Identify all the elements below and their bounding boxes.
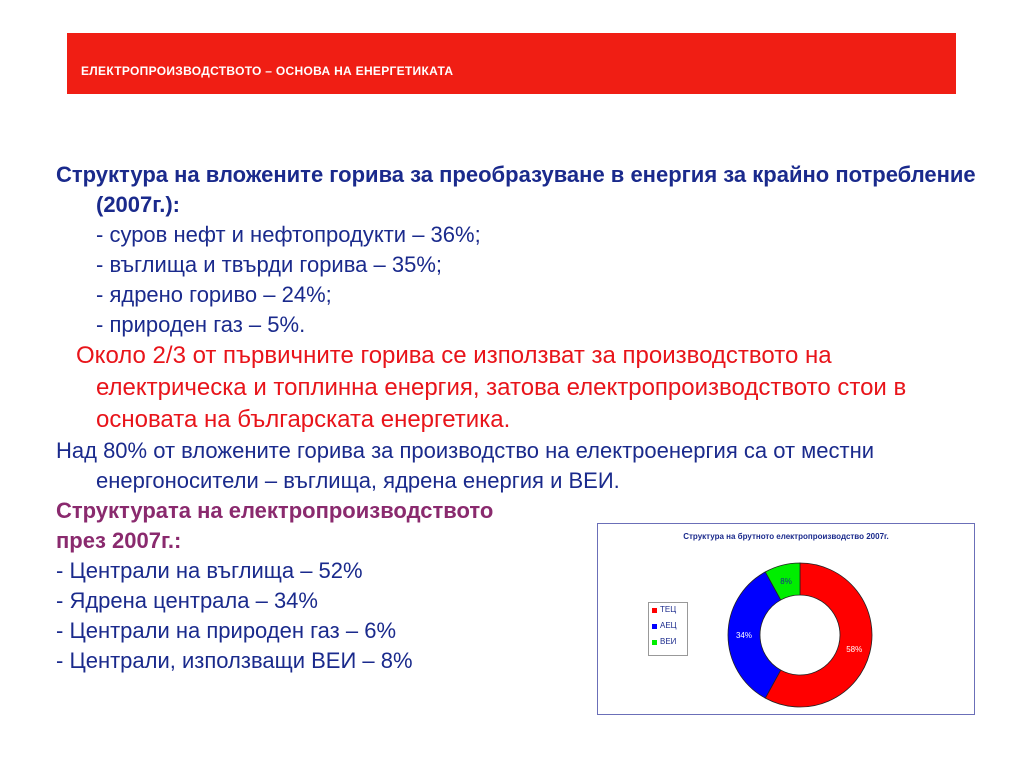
data-label-aec: 34%: [735, 631, 753, 640]
legend-swatch-vei: [652, 640, 657, 645]
production-heading-line2: през 2007г.:: [56, 528, 182, 553]
legend-item-vei: [649, 637, 687, 651]
data-label-tec: 58%: [846, 644, 863, 654]
chart-title: Структура на брутното електропроизводство 2007г.: [683, 532, 889, 541]
slide-title: ЕЛЕКТРОПРОИЗВОДСТВОТО – ОСНОВА НА ЕНЕРГЕТИКАТА: [81, 64, 454, 78]
donut-plot: [718, 559, 888, 711]
fuel-structure-heading: Структура на вложените горива за преобразуване в енергия за крайно потребление (2007г.):: [56, 162, 976, 217]
production-heading-line1: Структурата на електропроизводството: [56, 498, 494, 523]
production-item-nuclear: - Ядрена централа – 34%: [56, 588, 318, 613]
highlight-paragraph: Около 2/3 от първичните горива се използват за производството на електрическа и топлинна енергия, затова електропроизводството стои в основата на българската енергетика.: [76, 342, 907, 433]
donut-chart: [597, 523, 975, 715]
chart-legend: [648, 602, 688, 656]
title-banner: [67, 33, 956, 94]
legend-label-aec: АЕЦ: [660, 621, 677, 630]
legend-swatch-tec: [652, 608, 657, 613]
legend-item-tec: [649, 605, 687, 619]
fuel-item-coal: - въглища и твърди горива – 35%;: [96, 252, 442, 277]
legend-item-aec: [649, 621, 687, 635]
legend-label-vei: ВЕИ: [660, 637, 677, 646]
fuel-item-nuclear: - ядрено гориво – 24%;: [96, 282, 332, 307]
fuel-item-oil: - суров нефт и нефтопродукти – 36%;: [96, 222, 481, 247]
data-label-vei: 8%: [780, 576, 792, 586]
local-sources-paragraph: Над 80% от вложените горива за производство на електроенергия са от местни енергоносители – въглища, ядрена енергия и ВЕИ.: [56, 438, 875, 493]
production-item-gas: - Централи на природен газ – 6%: [56, 618, 397, 643]
legend-swatch-aec: [652, 624, 657, 629]
production-item-coal: - Централи на въглища – 52%: [56, 558, 363, 583]
legend-label-tec: ТЕЦ: [660, 605, 677, 614]
fuel-item-gas: - природен газ – 5%.: [96, 312, 306, 337]
production-item-res: - Централи, използващи ВЕИ – 8%: [56, 648, 413, 673]
